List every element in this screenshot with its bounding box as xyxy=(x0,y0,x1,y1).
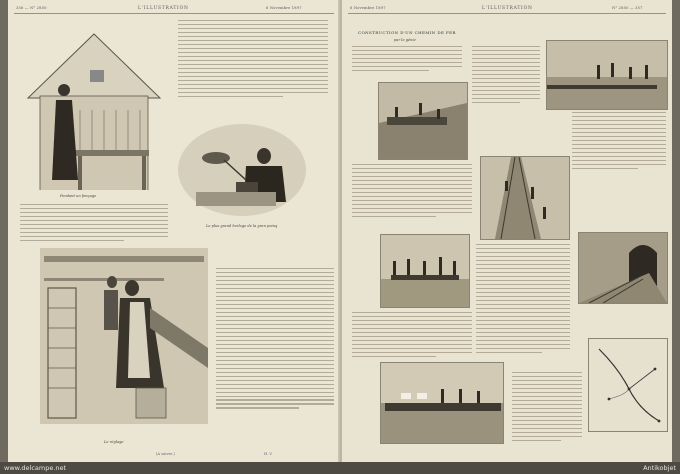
text-column-right-lower xyxy=(216,268,334,411)
text-column-mid-2 xyxy=(476,244,570,356)
footer-bar xyxy=(0,462,680,474)
left-folio: 356 — N° 2850 xyxy=(16,6,47,10)
left-page-title: L'ILLUSTRATION xyxy=(138,6,189,11)
left-page xyxy=(8,0,340,462)
header-rule xyxy=(14,13,334,14)
caption-phonograph: Le plus grand horloge de la gran poinq xyxy=(206,224,278,228)
section-subheading: par le génie xyxy=(394,38,416,42)
right-folio: N° 2850 — 357 xyxy=(612,6,643,10)
text-column-left-3 xyxy=(352,312,472,360)
illustration-phonograph xyxy=(176,122,308,218)
railway-route-map xyxy=(588,338,668,432)
right-date: 6 Novembre 1897 xyxy=(350,6,386,10)
header-rule-right xyxy=(348,13,666,14)
left-page-end-marker: (A suivre.) xyxy=(156,452,175,456)
photo-rail-workers-embankment xyxy=(378,82,468,160)
illustration-workshop xyxy=(40,248,208,424)
caption-telephone-booth: Pendant un fonçage xyxy=(60,194,97,198)
photo-workers-rails xyxy=(380,234,470,308)
illustration-telephone-booth xyxy=(20,30,168,190)
text-column-right-2 xyxy=(572,112,666,172)
photo-tunnel-entrance xyxy=(578,232,668,304)
left-page-signature: H. V. xyxy=(264,452,273,456)
photo-laying-track-field xyxy=(546,40,668,110)
section-heading: CONSTRUCTION D'UN CHEMIN DE FER xyxy=(358,30,456,35)
text-column-right-top xyxy=(472,46,540,106)
watermark-antikobjet: Antikobjet xyxy=(643,464,676,472)
right-page xyxy=(342,0,672,462)
text-column-top-right xyxy=(178,20,328,100)
text-column-bottom xyxy=(512,372,582,444)
text-column-left-2 xyxy=(352,164,472,220)
caption-workshop: Le réglage xyxy=(104,440,124,444)
text-column-left-mid xyxy=(20,204,168,244)
left-date: 6 Novembre 1897 xyxy=(266,6,302,10)
photo-track-perspective xyxy=(480,156,570,240)
watermark-delcampe: www.delcampe.net xyxy=(4,464,67,472)
photo-horse-cart-rails xyxy=(380,362,504,444)
right-page-title: L'ILLUSTRATION xyxy=(482,6,533,11)
intro-text xyxy=(352,46,462,74)
